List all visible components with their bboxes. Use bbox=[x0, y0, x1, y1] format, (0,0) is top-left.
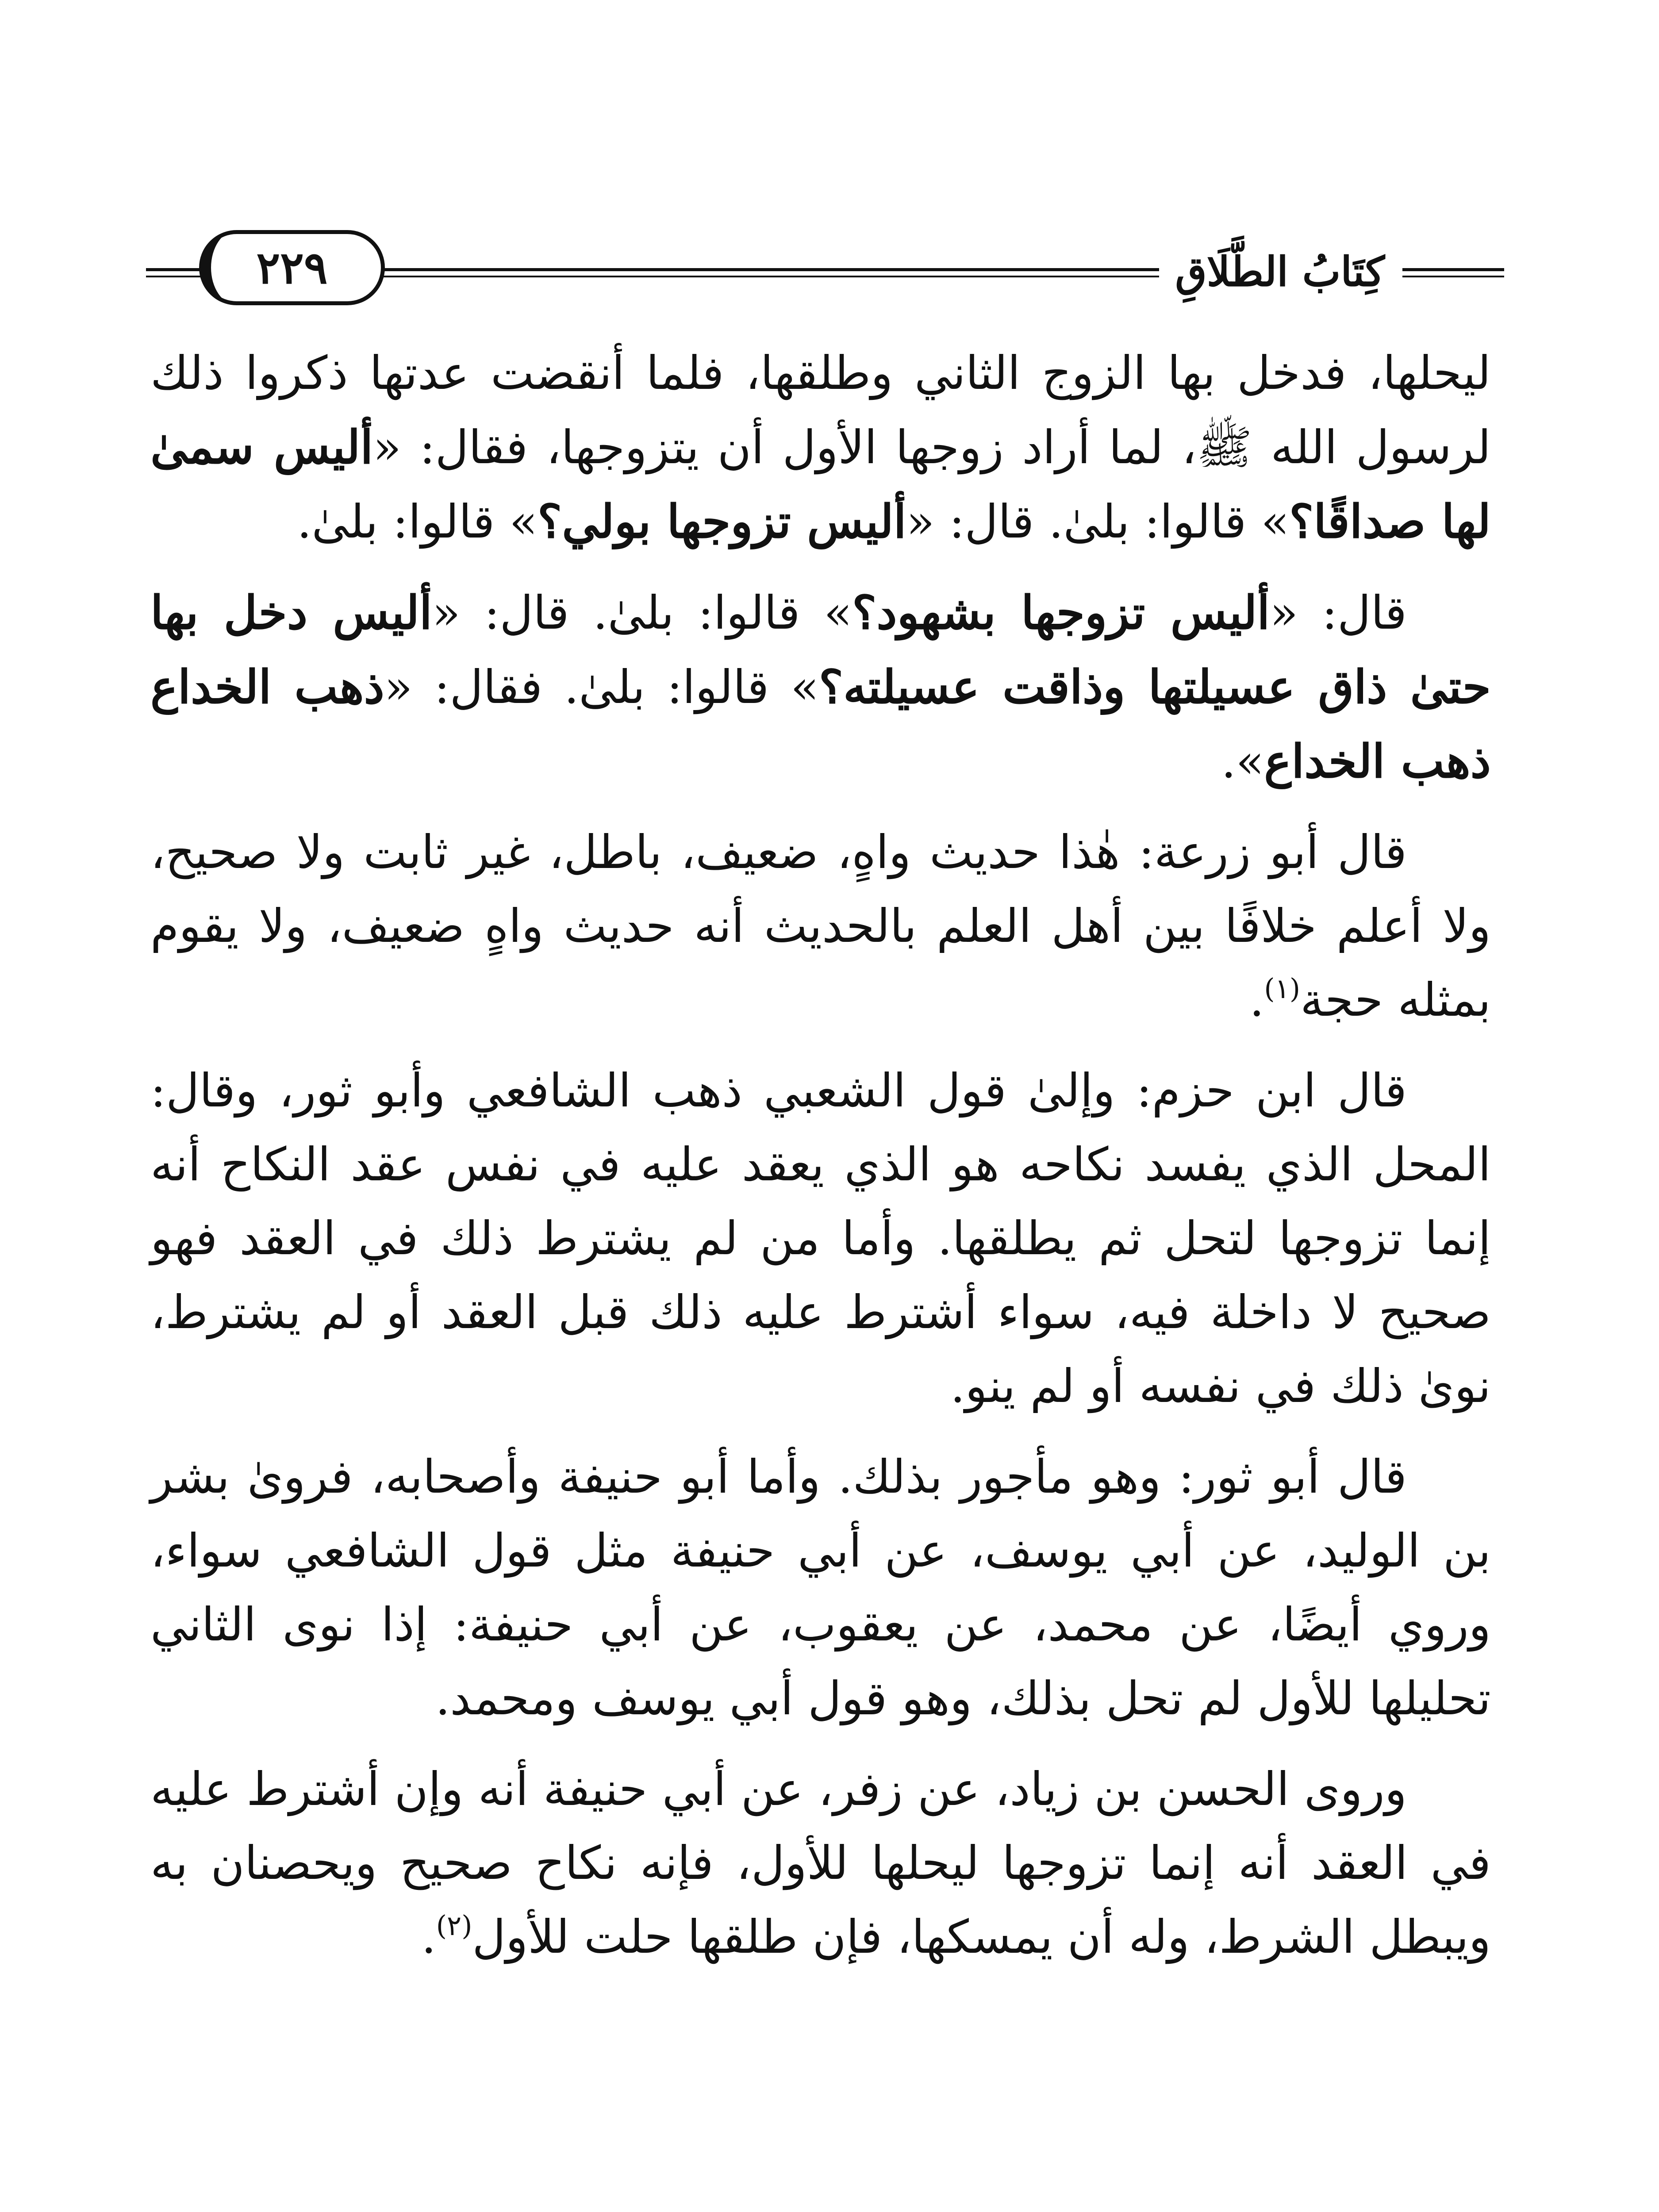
text-run: قال ابن حزم: وإلىٰ قول الشعبي ذهب الشافعي وأبو ثور، وقال: المحل الذي يفسد نكاحه هو الذي يعقد عليه في نفس عقد النكاح أنه إنما تزوجها لتحل ثم يطلقها. وأما من لم يشترط ذلك في العقد فهو صحيح لا داخلة فيه، سواء أشترط عليه ذلك قبل العقد أو لم يشترط، نوىٰ ذلك في نفسه أو لم ينو. bbox=[150, 1064, 1491, 1413]
header-rule-middle bbox=[376, 268, 1159, 277]
text-run: » قالوا: بلىٰ. قال: « bbox=[906, 495, 1290, 549]
text-run: » قالوا: بلىٰ. فقال: « bbox=[384, 660, 819, 714]
paragraph bbox=[150, 336, 1491, 559]
footnote-marker: (١) bbox=[1264, 972, 1301, 1005]
text-run: قال أبو ثور: وهو مأجور بذلك. وأما أبو حنيفة وأصحابه، فروىٰ بشر بن الوليد، عن أبي يوسف، عن أبي حنيفة مثل قول الشافعي سواء، وروي أيضًا، عن محمد، عن يعقوب، عن أبي حنيفة: إذا نوى الثاني تحليلها للأول لم تحل بذلك، وهو قول أبي يوسف ومحمد. bbox=[150, 1450, 1491, 1725]
paragraph bbox=[150, 576, 1491, 799]
page-header bbox=[146, 230, 1504, 301]
text-run: ». bbox=[1221, 734, 1264, 788]
page-body bbox=[150, 336, 1491, 1991]
header-rule-right bbox=[1402, 268, 1504, 277]
chapter-title: كِتَابُ الطَّلَاقِ bbox=[1175, 248, 1385, 296]
hadith-quote: أليس تزوجها بشهود؟ bbox=[852, 585, 1270, 640]
text-run: . bbox=[1249, 973, 1264, 1027]
paragraph bbox=[150, 815, 1491, 1037]
page-number: ٢٢٩ bbox=[256, 242, 328, 294]
hadith-quote: أليس سمىٰ لها صداقًا؟ bbox=[150, 420, 1491, 549]
paragraph bbox=[150, 1752, 1491, 1974]
paragraph bbox=[150, 1054, 1491, 1423]
header-rule-left bbox=[146, 268, 204, 277]
text-run: قال: « bbox=[1270, 586, 1407, 640]
page-number-badge bbox=[199, 230, 385, 305]
text-run: » قالوا: بلىٰ. bbox=[297, 495, 538, 549]
hadith-quote: أليس دخل بها حتىٰ ذاق عسيلتها وذاقت عسيلته؟ bbox=[150, 585, 1491, 714]
footnote-marker: (٢) bbox=[436, 1909, 472, 1942]
text-run: . bbox=[421, 1910, 436, 1964]
hadith-quote: ذهب الخداع ذهب الخداع bbox=[150, 660, 1491, 788]
text-run: ليحلها، فدخل بها الزوج الثاني وطلقها، فلما أنقضت عدتها ذكروا ذلك لرسول الله ﷺ، لما أراد زوجها الأول أن يتزوجها، فقال: « bbox=[150, 346, 1491, 474]
text-run: وروى الحسن بن زياد، عن زفر، عن أبي حنيفة أنه وإن أشترط عليه في العقد أنه إنما تزوجها ليحلها للأول، فإنه نكاح صحيح ويحصنان به ويبطل الشرط، وله أن يمسكها، فإن طلقها حلت للأول bbox=[150, 1762, 1491, 1964]
text-run: » قالوا: بلىٰ. قال: « bbox=[432, 586, 853, 640]
paragraph bbox=[150, 1440, 1491, 1736]
hadith-quote: أليس تزوجها بولي؟ bbox=[538, 494, 906, 549]
text-run: قال أبو زرعة: هٰذا حديث واهٍ، ضعيف، باطل، غير ثابت ولا صحيح، ولا أعلم خلافًا بين أهل العلم بالحديث أنه حديث واهٍ ضعيف، ولا يقوم بمثله حجة bbox=[150, 825, 1491, 1027]
